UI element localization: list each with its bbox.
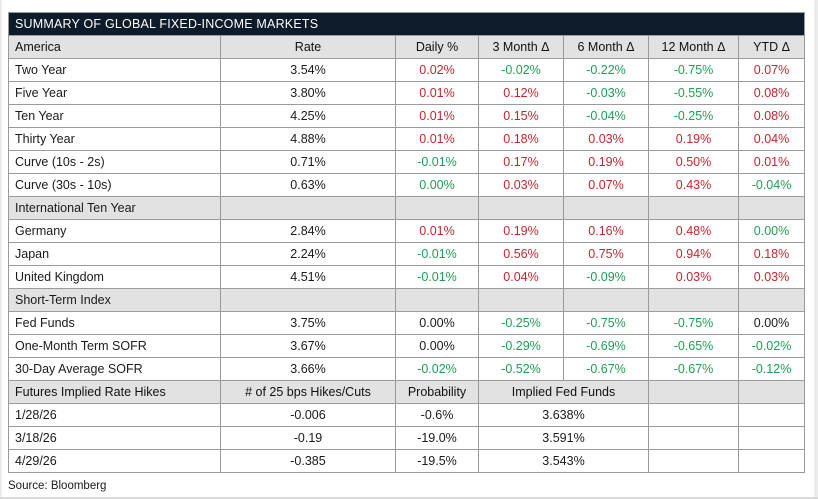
table-row [9,59,805,82]
row-rate: 3.66% [221,358,396,381]
row-3month: 0.17% [479,151,564,174]
row-12month: -0.75% [649,312,739,335]
row-daily: 0.00% [396,312,479,335]
row-3month: 0.19% [479,220,564,243]
section-blank [564,197,649,220]
column-header-probability: Probability [396,381,479,404]
row-3month: -0.52% [479,358,564,381]
row-label: Two Year [9,59,221,82]
row-rate: 3.67% [221,335,396,358]
table-row [9,450,805,473]
futures-date: 3/18/26 [9,427,221,450]
futures-date: 4/29/26 [9,450,221,473]
row-ytd: 0.08% [739,82,805,105]
table-row [9,427,805,450]
row-label: Curve (30s - 10s) [9,174,221,197]
row-daily: -0.01% [396,151,479,174]
row-12month: -0.75% [649,59,739,82]
section-blank [479,197,564,220]
page-edge-left [0,0,2,499]
section-blank [739,197,805,220]
row-12month: 0.50% [649,151,739,174]
column-header-futures: Futures Implied Rate Hikes [9,381,221,404]
row-6month: 0.19% [564,151,649,174]
futures-blank [649,450,739,473]
row-6month: -0.75% [564,312,649,335]
table-row [9,335,805,358]
row-rate: 4.51% [221,266,396,289]
table-body [9,13,805,473]
table-row [9,128,805,151]
page-edge-right [814,0,818,499]
row-ytd: 0.04% [739,128,805,151]
row-daily: 0.01% [396,128,479,151]
futures-header-blank [739,381,805,404]
row-6month: -0.09% [564,266,649,289]
row-rate: 3.80% [221,82,396,105]
row-3month: -0.29% [479,335,564,358]
futures-hikes: -0.006 [221,404,396,427]
row-label: Curve (10s - 2s) [9,151,221,174]
row-ytd: 0.08% [739,105,805,128]
row-label: 30-Day Average SOFR [9,358,221,381]
row-12month: 0.43% [649,174,739,197]
section-blank [479,289,564,312]
row-daily: -0.01% [396,243,479,266]
fixed-income-table [8,12,805,473]
section-label: Short-Term Index [9,289,221,312]
table-row [9,404,805,427]
table-row [9,243,805,266]
row-ytd: -0.04% [739,174,805,197]
table-row [9,151,805,174]
futures-blank [739,427,805,450]
row-daily: 0.01% [396,82,479,105]
section-header-short-term-index [9,289,805,312]
row-3month: -0.02% [479,59,564,82]
row-6month: -0.67% [564,358,649,381]
row-12month: 0.03% [649,266,739,289]
row-ytd: 0.00% [739,220,805,243]
row-6month: -0.03% [564,82,649,105]
table-row [9,312,805,335]
row-rate: 4.88% [221,128,396,151]
row-3month: 0.15% [479,105,564,128]
row-daily: -0.02% [396,358,479,381]
row-daily: 0.00% [396,174,479,197]
source-note: Source: Bloomberg [8,480,107,492]
futures-blank [739,404,805,427]
row-ytd: -0.12% [739,358,805,381]
row-ytd: 0.00% [739,312,805,335]
futures-implied: 3.543% [479,450,649,473]
row-rate: 0.63% [221,174,396,197]
row-12month: 0.94% [649,243,739,266]
futures-header-row [9,381,805,404]
column-header-implied-fed-funds: Implied Fed Funds [479,381,649,404]
row-ytd: 0.03% [739,266,805,289]
futures-blank [649,404,739,427]
table-title: SUMMARY OF GLOBAL FIXED-INCOME MARKETS [9,13,805,36]
row-3month: 0.03% [479,174,564,197]
row-6month: 0.03% [564,128,649,151]
row-ytd: -0.02% [739,335,805,358]
row-rate: 4.25% [221,105,396,128]
futures-probability: -19.5% [396,450,479,473]
row-6month: 0.07% [564,174,649,197]
futures-probability: -19.0% [396,427,479,450]
section-blank [649,197,739,220]
row-6month: -0.22% [564,59,649,82]
row-ytd: 0.01% [739,151,805,174]
section-blank [221,197,396,220]
row-3month: 0.18% [479,128,564,151]
row-label: Germany [9,220,221,243]
row-daily: 0.00% [396,335,479,358]
table-row [9,358,805,381]
section-blank [396,289,479,312]
section-blank [564,289,649,312]
row-12month: 0.19% [649,128,739,151]
row-6month: -0.69% [564,335,649,358]
row-daily: 0.01% [396,105,479,128]
table-row [9,174,805,197]
column-header-hikes: # of 25 bps Hikes/Cuts [221,381,396,404]
section-blank [396,197,479,220]
column-header-america: America [9,36,221,59]
futures-hikes: -0.385 [221,450,396,473]
row-label: Thirty Year [9,128,221,151]
row-label: United Kingdom [9,266,221,289]
row-3month: 0.12% [479,82,564,105]
row-6month: 0.16% [564,220,649,243]
row-rate: 0.71% [221,151,396,174]
futures-blank [649,427,739,450]
table-row [9,266,805,289]
section-blank [221,289,396,312]
row-ytd: 0.18% [739,243,805,266]
section-label: International Ten Year [9,197,221,220]
row-12month: -0.55% [649,82,739,105]
table-header-row [9,36,805,59]
row-daily: 0.02% [396,59,479,82]
row-ytd: 0.07% [739,59,805,82]
table-row [9,220,805,243]
row-6month: -0.04% [564,105,649,128]
row-label: Fed Funds [9,312,221,335]
row-12month: -0.67% [649,358,739,381]
row-3month: 0.56% [479,243,564,266]
column-header-rate: Rate [221,36,396,59]
row-daily: 0.01% [396,220,479,243]
row-3month: -0.25% [479,312,564,335]
section-blank [739,289,805,312]
row-12month: -0.25% [649,105,739,128]
row-label: One-Month Term SOFR [9,335,221,358]
row-daily: -0.01% [396,266,479,289]
row-label: Ten Year [9,105,221,128]
table-row [9,105,805,128]
futures-probability: -0.6% [396,404,479,427]
table-title-row [9,13,805,36]
column-header-3month: 3 Month Δ [479,36,564,59]
futures-hikes: -0.19 [221,427,396,450]
futures-implied: 3.591% [479,427,649,450]
row-label: Five Year [9,82,221,105]
row-6month: 0.75% [564,243,649,266]
fixed-income-table-container [8,12,804,473]
futures-date: 1/28/26 [9,404,221,427]
column-header-6month: 6 Month Δ [564,36,649,59]
section-blank [649,289,739,312]
row-12month: 0.48% [649,220,739,243]
row-rate: 2.24% [221,243,396,266]
row-12month: -0.65% [649,335,739,358]
futures-header-blank [649,381,739,404]
column-header-12month: 12 Month Δ [649,36,739,59]
row-label: Japan [9,243,221,266]
row-rate: 3.54% [221,59,396,82]
section-header-international-ten-year [9,197,805,220]
table-row [9,82,805,105]
futures-blank [739,450,805,473]
row-3month: 0.04% [479,266,564,289]
row-rate: 3.75% [221,312,396,335]
futures-implied: 3.638% [479,404,649,427]
row-rate: 2.84% [221,220,396,243]
column-header-ytd: YTD Δ [739,36,805,59]
column-header-daily: Daily % [396,36,479,59]
